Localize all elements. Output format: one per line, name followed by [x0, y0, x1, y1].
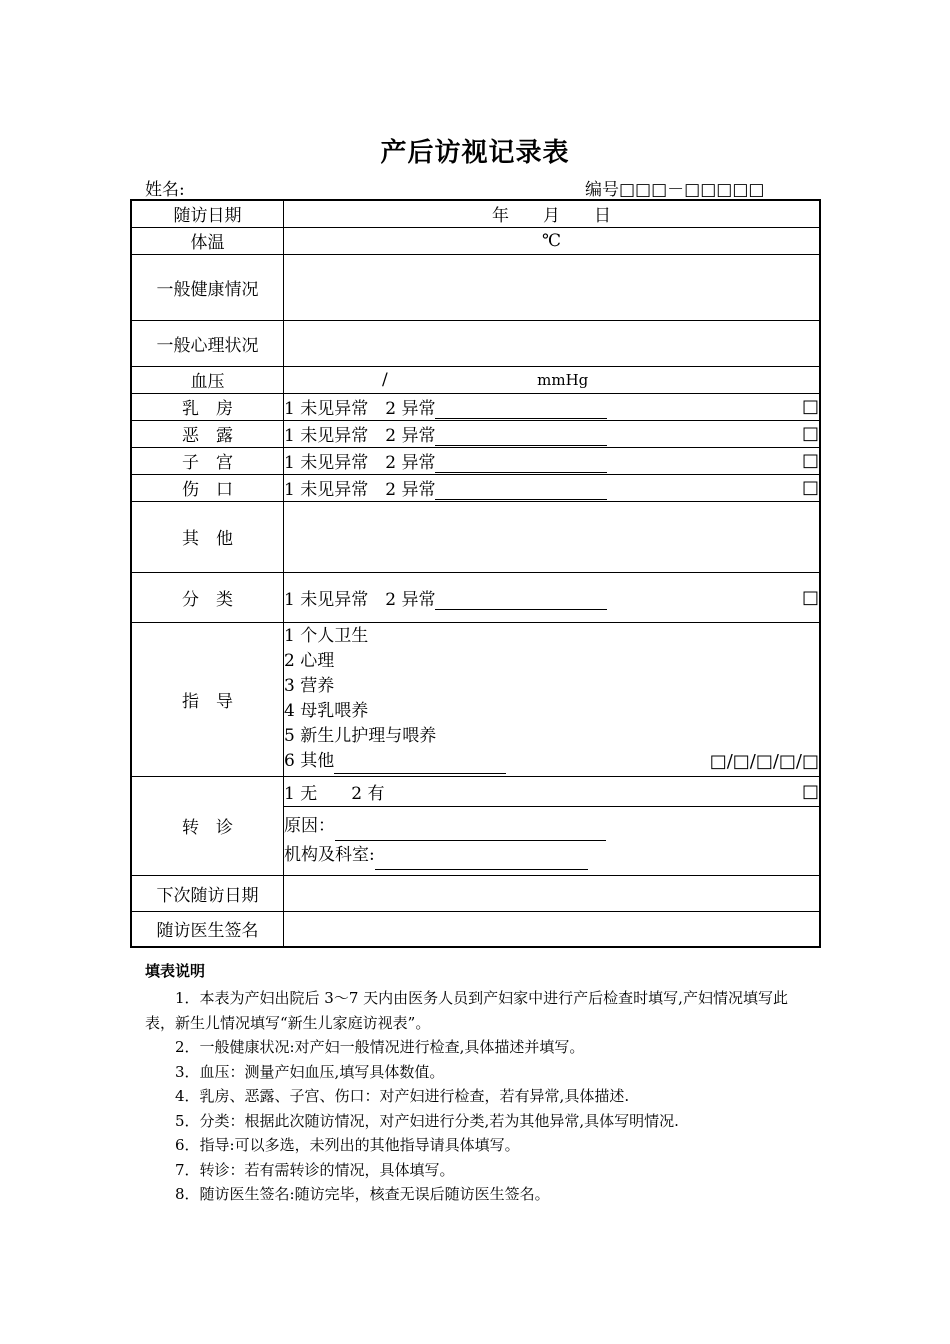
row-uterus	[131, 447, 820, 474]
row-guidance	[131, 622, 820, 776]
referral-options: 1 无 2 有	[284, 783, 385, 804]
guidance-item: 1 个人卫生	[284, 626, 369, 646]
mental-state-label: 一般心理状况	[131, 320, 284, 366]
row-next-visit	[131, 875, 820, 911]
general-health-field[interactable]	[284, 254, 821, 320]
referral-reason-label: 原因：	[284, 815, 335, 836]
lochia-label: 恶 露	[131, 420, 284, 447]
row-other	[131, 501, 820, 572]
blood-pressure-label: 血压	[131, 366, 284, 393]
guidance-label: 指 导	[131, 622, 284, 776]
guidance-item: 5 新生儿护理与喂养	[284, 726, 437, 746]
referral-reason-line[interactable]	[335, 824, 606, 841]
note-item: 3．血压：测量产妇血压,填写具体数值。	[175, 1062, 445, 1081]
classification-label: 分 类	[131, 572, 284, 622]
blood-pressure-separator: /	[382, 369, 388, 390]
guidance-item: 6 其他	[284, 751, 335, 771]
guidance-other-line[interactable]	[334, 757, 506, 774]
guidance-item: 2 心理	[284, 651, 335, 671]
referral-label: 转 诊	[131, 776, 284, 875]
uterus-detail-line[interactable]	[435, 456, 607, 473]
referral-checkbox[interactable]: □	[801, 780, 819, 802]
row-classification	[131, 572, 820, 622]
uterus-checkbox[interactable]: □	[801, 450, 819, 471]
row-blood-pressure	[131, 366, 820, 393]
note-item: 1．本表为产妇出院后 3～7 天内由医务人员到产妇家中进行产后检查时填写,产妇情况填写此表，新生儿情况填写“新生儿家庭访视表”。	[145, 989, 788, 1032]
other-field[interactable]	[284, 501, 821, 572]
note-item: 7．转诊：若有需转诊的情况，具体填写。	[175, 1160, 455, 1179]
uterus-options: 1 未见异常 2 异常	[284, 453, 436, 473]
blood-pressure-unit: mmHg	[537, 370, 589, 389]
referral-institution-line[interactable]	[375, 853, 588, 870]
general-health-label: 一般健康情况	[131, 254, 284, 320]
visit-date-label: 随访日期	[131, 200, 284, 227]
blood-pressure-field[interactable]	[284, 366, 821, 393]
note-item: 5．分类：根据此次随访情况，对产妇进行分类,若为其他异常,具体写明情况.	[175, 1111, 679, 1130]
temperature-field[interactable]: ℃	[284, 227, 821, 254]
guidance-item: 4 母乳喂养	[284, 701, 369, 721]
doctor-sign-field[interactable]	[284, 911, 821, 947]
note-item: 6．指导:可以多选，未列出的其他指导请具体填写。	[175, 1136, 520, 1154]
serial-number: 编号□□□－□□□□□	[585, 180, 765, 200]
lochia-checkbox[interactable]: □	[801, 423, 819, 444]
row-general-health	[131, 254, 820, 320]
lochia-detail-line[interactable]	[435, 429, 607, 446]
wound-checkbox[interactable]: □	[801, 477, 819, 498]
guidance-checkboxes[interactable]: □/□/□/□/□	[709, 751, 819, 772]
row-breast	[131, 393, 820, 420]
note-item: 8．随访医生签名:随访完毕，核查无误后随访医生签名。	[175, 1185, 550, 1203]
row-lochia	[131, 420, 820, 447]
classification-options: 1 未见异常 2 异常	[284, 589, 436, 610]
visit-date-field[interactable]: 年 月 日	[284, 200, 821, 227]
doctor-sign-label: 随访医生签名	[131, 911, 284, 947]
note-item: 2．一般健康状况:对产妇一般情况进行检查,具体描述并填写。	[175, 1038, 585, 1056]
row-mental-state	[131, 320, 820, 366]
next-visit-label: 下次随访日期	[131, 875, 284, 911]
classification-detail-line[interactable]	[435, 593, 607, 610]
breast-checkbox[interactable]: □	[801, 396, 819, 417]
breast-options: 1 未见异常 2 异常	[284, 399, 436, 419]
name-label: 姓名:	[145, 180, 185, 200]
note-item: 4．乳房、恶露、子宫、伤口：对产妇进行检查，若有异常,具体描述.	[175, 1087, 630, 1105]
row-wound	[131, 474, 820, 501]
row-referral	[131, 776, 820, 806]
referral-institution-label: 机构及科室:	[284, 844, 375, 865]
lochia-options: 1 未见异常 2 异常	[284, 426, 436, 446]
uterus-label: 子 宫	[131, 447, 284, 474]
guidance-item: 3 营养	[284, 676, 335, 696]
breast-detail-line[interactable]	[435, 402, 607, 419]
classification-checkbox[interactable]: □	[801, 586, 819, 608]
row-doctor-sign	[131, 911, 820, 947]
row-temperature	[131, 227, 820, 254]
postpartum-visit-form	[130, 199, 821, 948]
notes	[145, 986, 805, 1207]
notes-title: 填表说明	[145, 962, 206, 980]
wound-label: 伤 口	[131, 474, 284, 501]
next-visit-field[interactable]	[284, 875, 821, 911]
breast-label: 乳 房	[131, 393, 284, 420]
wound-options: 1 未见异常 2 异常	[284, 480, 436, 500]
temperature-label: 体温	[131, 227, 284, 254]
page-title: 产后访视记录表	[380, 138, 570, 168]
row-visit-date	[131, 200, 820, 227]
mental-state-field[interactable]	[284, 320, 821, 366]
wound-detail-line[interactable]	[435, 483, 607, 500]
other-label: 其 他	[131, 501, 284, 572]
